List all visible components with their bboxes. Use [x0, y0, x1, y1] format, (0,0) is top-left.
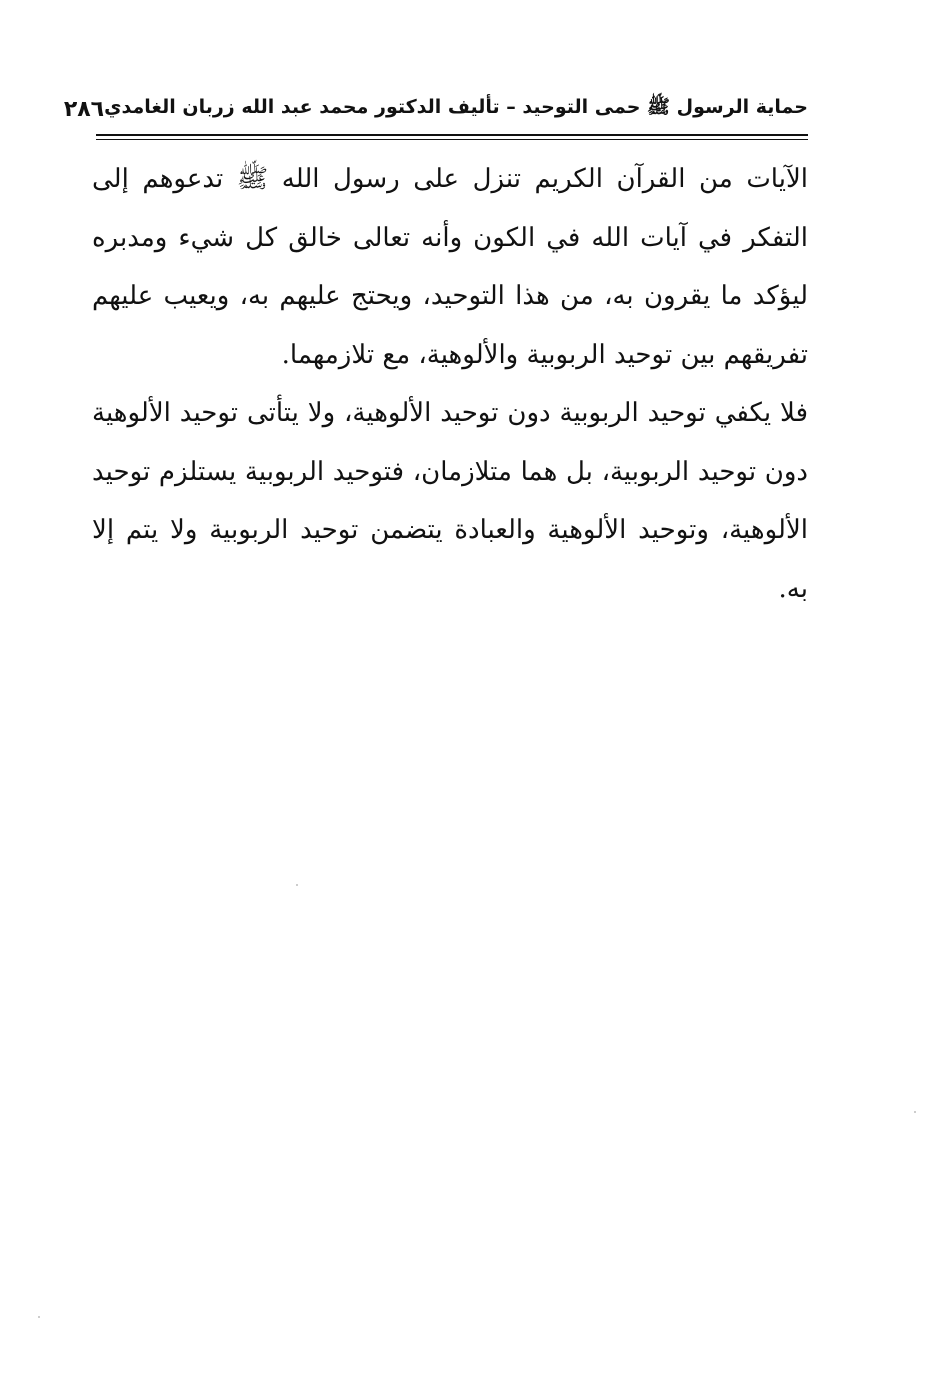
- header-rule-thick: [96, 134, 808, 136]
- running-header: [63, 92, 808, 126]
- page-number: ٢٨٦: [63, 96, 105, 122]
- running-header-title: حماية الرسول ﷺ حمى التوحيد – تأليف الدكتور محمد عبد الله زربان الغامدي: [104, 96, 808, 118]
- scan-speck: [38, 1316, 40, 1318]
- body-text: [92, 150, 808, 618]
- scan-speck: [914, 1111, 916, 1113]
- paragraph-1: الآيات من القرآن الكريم تنزل على رسول الله ﷺ تدعوهم إلى التفكر في آيات الله في الكون وأنه تعالى خالق كل شيء ومدبره ليؤكد ما يقرون به، من هذا التوحيد، ويحتج عليهم به، ويعيب عليهم تفريقهم بين توحيد الربوبية والألوهية، مع تلازمهما.: [92, 164, 808, 370]
- header-rule-thin: [96, 139, 808, 140]
- scan-speck: [296, 884, 298, 886]
- paragraph-2: فلا يكفي توحيد الربوبية دون توحيد الألوهية، ولا يتأتى توحيد الألوهية دون توحيد الربوبية، بل هما متلازمان، فتوحيد الربوبية يستلزم توحيد الألوهية، وتوحيد الألوهية والعبادة يتضمن توحيد الربوبية ولا يتم إلا به.: [92, 398, 808, 604]
